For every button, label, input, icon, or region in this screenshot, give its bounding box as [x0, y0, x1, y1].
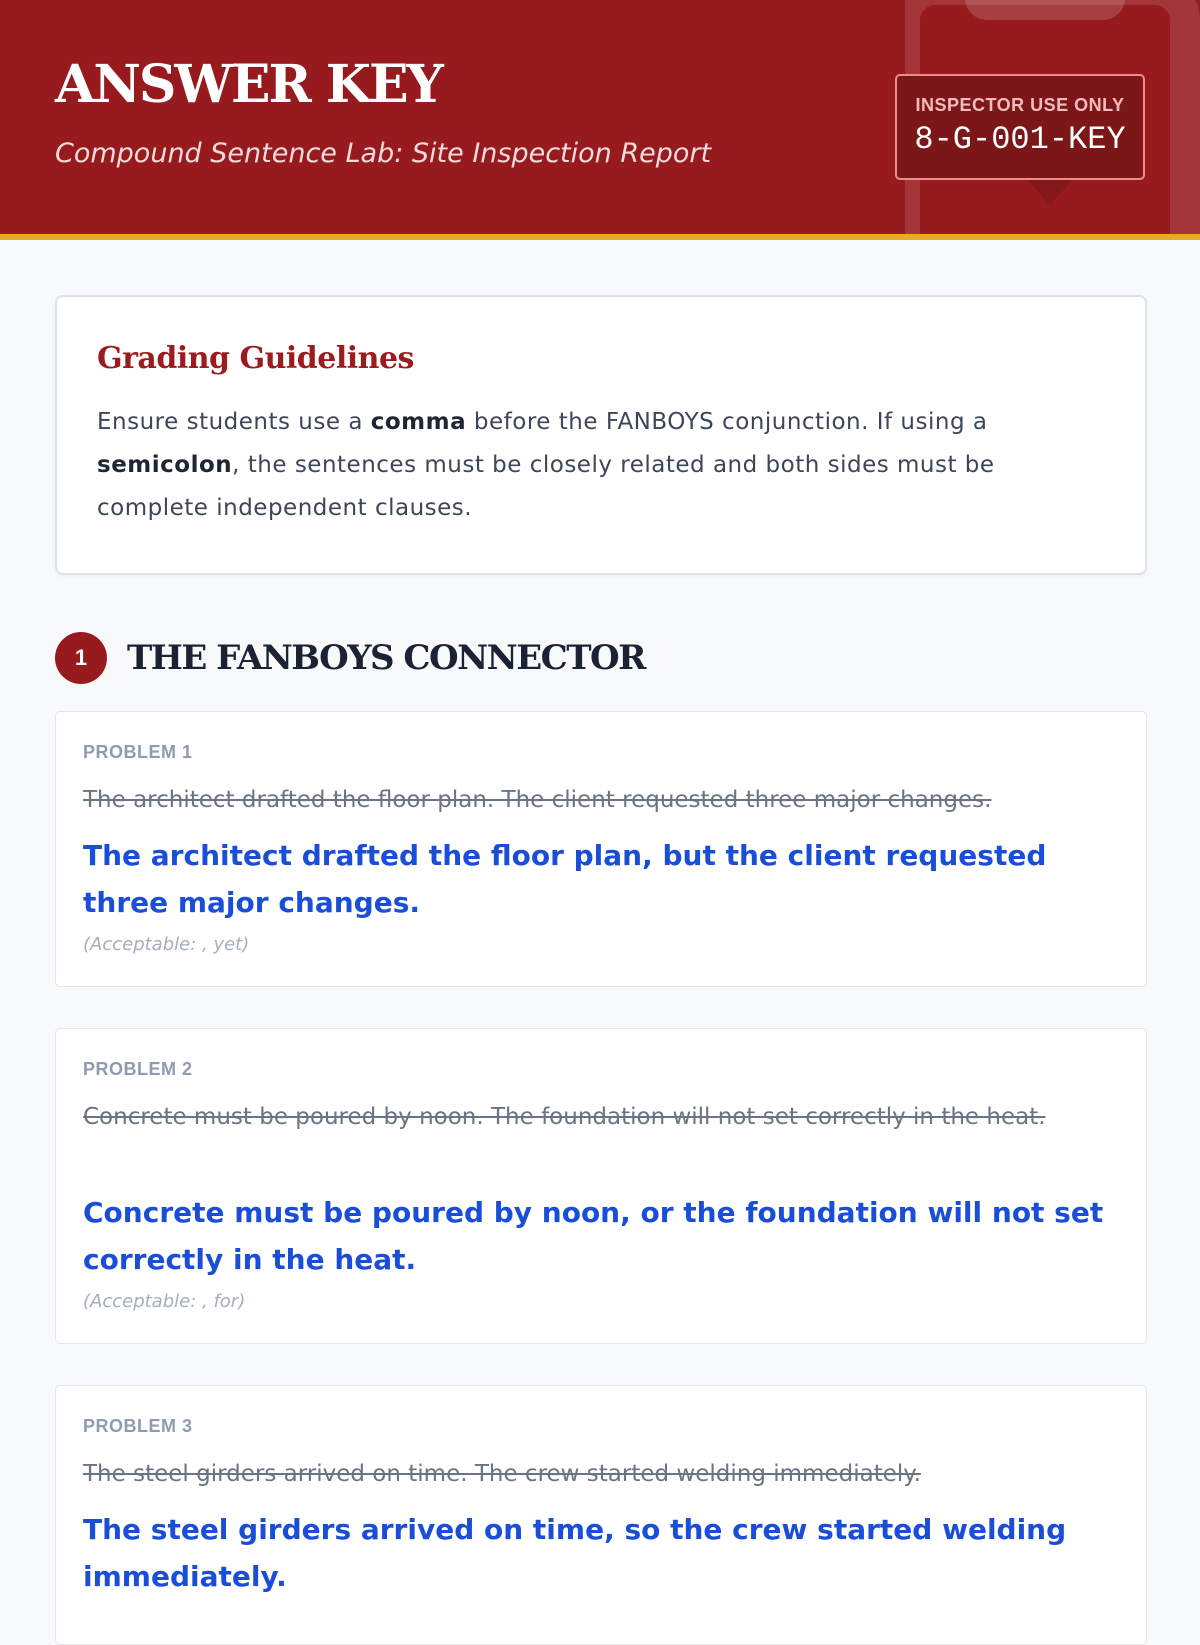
problem-acceptable-note: (Acceptable: , yet) — [83, 934, 250, 955]
guidelines-bold-comma: comma — [370, 409, 467, 435]
problem-acceptable-note: (Acceptable: , for) — [83, 1291, 246, 1312]
problem-original-sentence: Concrete must be poured by noon. The foundation will not set correctly in the heat. — [83, 1104, 1046, 1130]
problem-original-sentence: The steel girders arrived on time. The crew started welding immediately. — [83, 1461, 921, 1487]
problem-label: PROBLEM 2 — [83, 1059, 193, 1079]
inspector-badge — [895, 74, 1145, 180]
grading-guidelines-box — [55, 295, 1147, 575]
problem-label: PROBLEM 1 — [83, 742, 193, 762]
guidelines-text-part: , the sentences must be closely related and both sides must be complete independent clauses. — [97, 452, 995, 521]
page-subtitle: Compound Sentence Lab: Site Inspection Report — [55, 138, 712, 169]
problem-card — [55, 1385, 1147, 1645]
badge-code: 8-G-001-KEY — [914, 121, 1126, 158]
problem-card — [55, 1028, 1147, 1344]
problem-original-sentence: The architect drafted the floor plan. The client requested three major changes. — [83, 787, 992, 813]
problem-answer-sentence: Concrete must be poured by noon, or the foundation will not set correctly in the heat. — [83, 1196, 1104, 1276]
answer-key-header — [0, 0, 1200, 240]
guidelines-text-part: Ensure students use a — [97, 409, 371, 435]
section-title: THE FANBOYS CONNECTOR — [127, 638, 645, 678]
guidelines-text — [97, 401, 1097, 530]
problem-label: PROBLEM 3 — [83, 1416, 193, 1436]
problem-card — [55, 711, 1147, 987]
guidelines-bold-semicolon: semicolon — [97, 452, 233, 478]
guidelines-text-part: before the FANBOYS conjunction. If using a — [466, 409, 988, 435]
problem-answer-sentence: The steel girders arrived on time, so the crew started welding immediately. — [83, 1513, 1067, 1593]
guidelines-title: Grading Guidelines — [97, 341, 414, 376]
problem-answer-sentence: The architect drafted the floor plan, but the client requested three major changes. — [83, 839, 1047, 919]
page-title: ANSWER KEY — [55, 54, 442, 115]
badge-label: INSPECTOR USE ONLY — [915, 95, 1125, 115]
section-number-badge: 1 — [55, 632, 107, 684]
